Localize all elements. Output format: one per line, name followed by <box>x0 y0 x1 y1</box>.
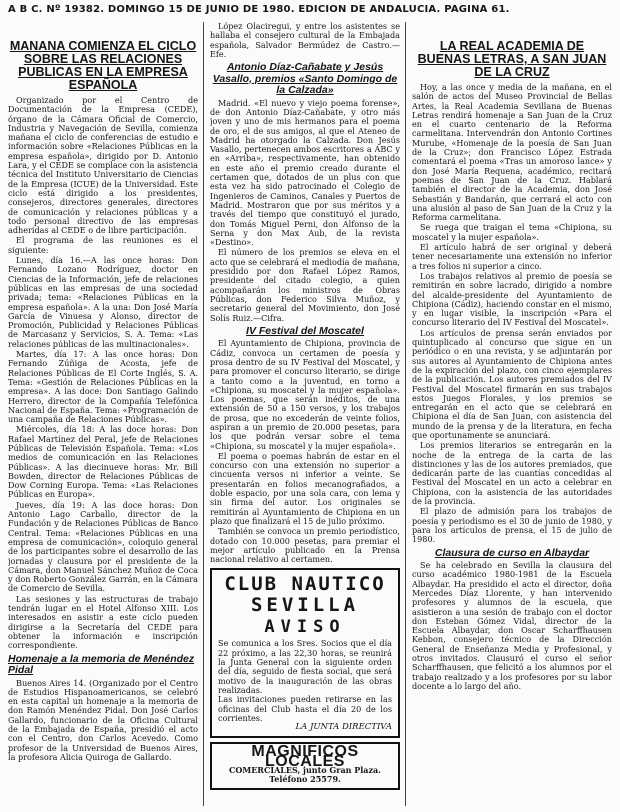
article-paragraph: Los artículos de prensa serán enviados por quintuplicado al concurso que sigue en un periódico o en una revista, y se adjuntarán por sus autores al Ayuntamiento de Chipiona antes de la expiración del plazo, con cinco ejemplares de la publicación. Los autores premiados del IV Festival del Moscatel firmarán en sus trabajos estos Juegos Florales, y los premios se entregarán en el acto que se celebrará en Chipiona el día de San Juan, con asistencia del mundo de la prensa y de la literatura, en fecha que oportunamente se anunciará. <box>412 327 612 440</box>
ad-title: MAGNIFICOS LOCALES <box>251 743 359 770</box>
article-paragraph: El programa de las reuniones es el siguiente: <box>8 235 198 255</box>
article-paragraph: Miércoles, día 18: A las doce horas: Don Rafael Martínez del Peral, jefe de Relaciones Públicas de Televisión Española. Tema: «Los medios de comunicación en las Relaciones Públicas». A las diecinueve horas: Mr. Bill Bowden, director de Relaciones Públicas de Dow Corning Europa. Tema: «Las Relaciones Públicas en Europa». <box>8 424 198 500</box>
article-paragraph: Jueves, día 19: A las doce horas: Don Antonio Lago Carballo, director de la Fundación y de Relaciones Públicas de Banco Central. Tema: «Relaciones Públicas en una empresa de comunicación», coloquio general de los participantes sobre el desarrollo de las jornadas y clausura por el presidente de la Cámara, don Manuel Sánchez Muñoz de Coca y don Roberto González Garrán, en la Cámara de Comercio de Sevilla. <box>8 499 198 594</box>
article-paragraph: Hoy, a las once y media de la mañana, en el salón de actos del Museo Provincial de Bellas Artes, la Real Academia Sevillana de Buenas Letras rendirá homenaje a San Juan de la Cruz en el cuarto centenario de la Reforma carmelitana. Intervendrán don Antonio Cortines Murube, «Homenaje de la poesía de San Juan de la Cruz»; don Francisco López Estrada comentará el poema «Tras un amoroso lance» y don José María Requena, académico, recitará poemas de San Juan de la Cruz. Hablará también el director de la Academia, don José Sebastián y Bandarán, que cerrará el acto con una alusión al paso de San Juan de la Cruz y la Reforma carmelitana. <box>412 82 612 223</box>
article-paragraph: López Olaciregui, y entre los asistentes se hallaba el consejero cultural de la Embajada española, Salvador Bermúdez de Castro.—Efe. <box>210 22 400 59</box>
ad-title: CLUB NAUTICO <box>224 573 386 596</box>
article-paragraph: El plazo de admisión para los trabajos de poesía y periodismo es el 30 de junio de 1980, y para los artículos de prensa, el 15 de julio de 1980. <box>412 506 612 545</box>
column-rule <box>405 22 406 806</box>
article-subheadline: Antonio Díaz-Cañabate y Jesús Vasallo, premios «Santo Domingo de la Calzada» <box>212 61 398 97</box>
article-paragraph: Lunes, día 16.—A las once horas: Don Fernando Lozano Rodríguez, doctor en Ciencias de la Información, jefe de relaciones públicas en las empresas de una sociedad privada; tema: «Relaciones Públicas en la empresa española». A la una: Don José María García de Vinuesa y Alonso, director de Promoción, Publicidad y Relaciones Públicas de Marcasanz y Servicios, S. A. Tema: «Las relaciones públicas de las multinacionales». <box>8 255 198 349</box>
article-paragraph: El número de los premios se eleva en el acto que se celebrará el mediodía de mañana, presidido por don Rafael López Ramos, presidente del citado colegio, a quien acompañarán los ministros de Obras Públicas, don Federico Silva Muñoz, y secretario general del Movimiento, don José Solís Ruiz.—Cifra. <box>210 247 400 323</box>
article-paragraph: Los trabajos relativos al premio de poesía se remitirán en sobre lacrado, dirigido a nombre del alcalde-presidente del Ayuntamiento de Chipiona (Cádiz), haciendo constar en el mismo, y en lugar visible, la inscripción «Para el concurso literario del IV Festival del Moscatel». <box>412 270 612 328</box>
article-paragraph: También se convoca un premio periodístico, dotado con 10.000 pesetas, para premiar el mejor artículo publicado en la Prensa nacional relativo al certamen. <box>210 526 400 565</box>
club-nautico-ad <box>210 568 400 738</box>
article-paragraph: El artículo habrá de ser original y deberá tener necesariamente una extensión no inferior a tres folios ni superior a cinco. <box>412 242 612 271</box>
ad-body: Las invitaciones pueden retirarse en las oficinas del Club hasta el día 20 de los corrientes. <box>218 694 392 723</box>
column-2 <box>210 22 400 808</box>
locales-ad <box>210 742 400 789</box>
ad-signature: LA JUNTA DIRECTIVA <box>295 722 392 733</box>
ad-city: SEVILLA <box>250 594 360 617</box>
ad-body: Se comunica a los Sres. Socios que el día 22 próximo, a las 22,30 horas, se reunirá la Junta General con la siguiente orden del día, seguido de fiesta social, que será motivo de la inauguración de las obras realizadas. <box>218 638 392 695</box>
article-paragraph: Organizado por el Centro de Documentación de la Empresa (CEDE), órgano de la Cámara Oficial de Comercio, Industria y Navegación de Sevilla, comienza mañana el ciclo de conferencias de estudio e información sobre «Relaciones Públicas en la empresa española», dirigido por D. Antonio Lara, y el CEDE se complace con la asistencia técnica del Instituto Universitario de Ciencias de la Empresa (ICUE) de la Universidad. Este ciclo está dirigido a los presidentes, consejeros, directores generales, directores de comunicación y relaciones públicas y a todo personal directivo de las empresas adheridas al CEDE o de libre participación. <box>8 95 198 236</box>
ad-notice: AVISO <box>264 617 346 638</box>
ad-body: COMERCIALES, junto Gran Plaza. Teléfono 25579. <box>229 765 381 785</box>
article-paragraph: Se ha celebrado en Sevilla la clausura del curso académico 1980-1981 de la Escuela Albaydar. Ha presidido el acto el director, doña Mercedes Díaz Llorente, y han intervenido profesores y alumnos de la escuela, que asistieron a una sesión de trabajo con el doctor don Esteban Gómez Vidal, director de la Escuela Albaydar, don Oscar Scharffhausen Kebbon, consejero técnico de la Dirección General de Enseñanza Media y Profesional, y otros invitados. Clausuró el curso el señor Scharffhausen, que felicitó a los alumnos por el trabajo realizado y a los profesores por su labor docente a lo largo del año. <box>412 560 612 691</box>
article-headline: LA REAL ACADEMIA DE BUENAS LETRAS, A SAN JUAN DE LA CRUZ <box>417 40 607 79</box>
article-paragraph: Martes, día 17: A las once horas: Don Fernando Zúñiga de Acosta, jefe de Relaciones Públicas de El Corte Inglés, S. A. Tema: «Gestión de Relaciones Públicas en la empresa». A las doce: Don Santiago Galindo Herrero, director de la Compañía Telefónica Nacional de España. Tema: «Programación de una campaña de Relaciones Públicas». <box>8 349 198 425</box>
column-3 <box>412 40 612 808</box>
masthead: A B C. Nº 19382. DOMINGO 15 DE JUNIO DE 1980. EDICION DE ANDALUCIA. PAGINA 61. <box>8 4 510 15</box>
article-paragraph: Los premios literarios se entregarán en la noche de la entrega de la carta de las distinciones y las de los autores premiados, que dedicarán parte de las cuantías concedidas al Festival del Moscatel en un acto a celebrar en Chipiona, con la asistencia de las autoridades de la provincia. <box>412 440 612 507</box>
article-subheadline: Homenaje a la memoria de Menéndez Pidal <box>8 652 195 677</box>
article-paragraph: El Ayuntamiento de Chipiona, provincia de Cádiz, convoca un certamen de poesía y prosa dentro de su IV Festival del Moscatel, y para promover el concurso literario, se dirige a tanto como a la juventud, en torno a «Chipiona, su moscatel y la mujer española». Los poemas, que serán inéditos, de una extensión de 50 a 150 versos, y los trabajos de prosa, que no excederán de veinte folios, aspiran a un premio de 20.000 pesetas, para los que podrán versar sobre el tema «Chipiona, su moscatel y la mujer española». <box>210 338 400 451</box>
column-1 <box>8 40 198 808</box>
article-paragraph: Las sesiones y las estructuras de trabajo tendrán lugar en el Hotel Alfonso XIII. Los interesados en asistir a este ciclo pueden dirigirse a la Secretaría del CEDE para obtener la información e inscripción correspondiente. <box>8 593 198 651</box>
article-paragraph: El poema o poemas habrán de estar en el concurso con una extensión no superior a cincuenta versos ni inferior a veinte. Se presentarán en folios mecanografiados, a doble espacio, por una sola cara, con lema y sin firma del autor. Los originales se remitirán al Ayuntamiento de Chipiona en un plazo que finalizará el 15 de julio próximo. <box>210 450 400 526</box>
column-rule <box>203 22 204 806</box>
article-headline: MAÑANA COMIENZA EL CICLO SOBRE LAS RELACIONES PUBLICAS EN LA EMPRESA ESPAÑOLA <box>9 40 197 92</box>
article-subheadline: IV Festival del Moscatel <box>246 324 364 337</box>
article-paragraph: Madrid. «El nuevo y viejo poema forense», de don Antonio Díaz-Cañabate, y otro más joven y uno de mis hermanos para el poema de oro, el de sus amigos, al que el Ateneo de Madrid ha otorgado la Calzada. Don Jesús Vasallo, pertenecen ambos escritores a ABC y en «Arriba», respectivamente, han obtenido en este año el premio creado durante el certamen que, dotados de un plus con que esta vez ha sido patrocinado el Colegio de Ingenieros de Caminos, Canales y Puertos de Madrid. Mostraron que por sus méritos y a través del tiempo que constituyó el jurado, don Tomás Miguel Perni, don Alfonso de la Serna y don Max Aub, de la revista «Destino». <box>210 97 400 248</box>
article-subheadline: Clausura de curso en Albaydar <box>434 546 590 559</box>
article-paragraph: Se ruega que traigan el tema «Chipiona, su moscatel y la mujer española». <box>412 222 612 242</box>
article-paragraph: Buenos Aires 14. (Organizado por el Centro de Estudios Hispanoamericanos, se celebró en esta capital un homenaje a la memoria de don Ramón Menéndez Pidal. Don José Carlos Gallardo, funcionario de la Oficina Cultural de la Embajada de España, presidió el acto con el Centro, don Carlos Acevedo. Como profesor de la Universidad de Buenos Aires, la profesora Alicia Quiroga de Gallardo. <box>8 677 198 762</box>
